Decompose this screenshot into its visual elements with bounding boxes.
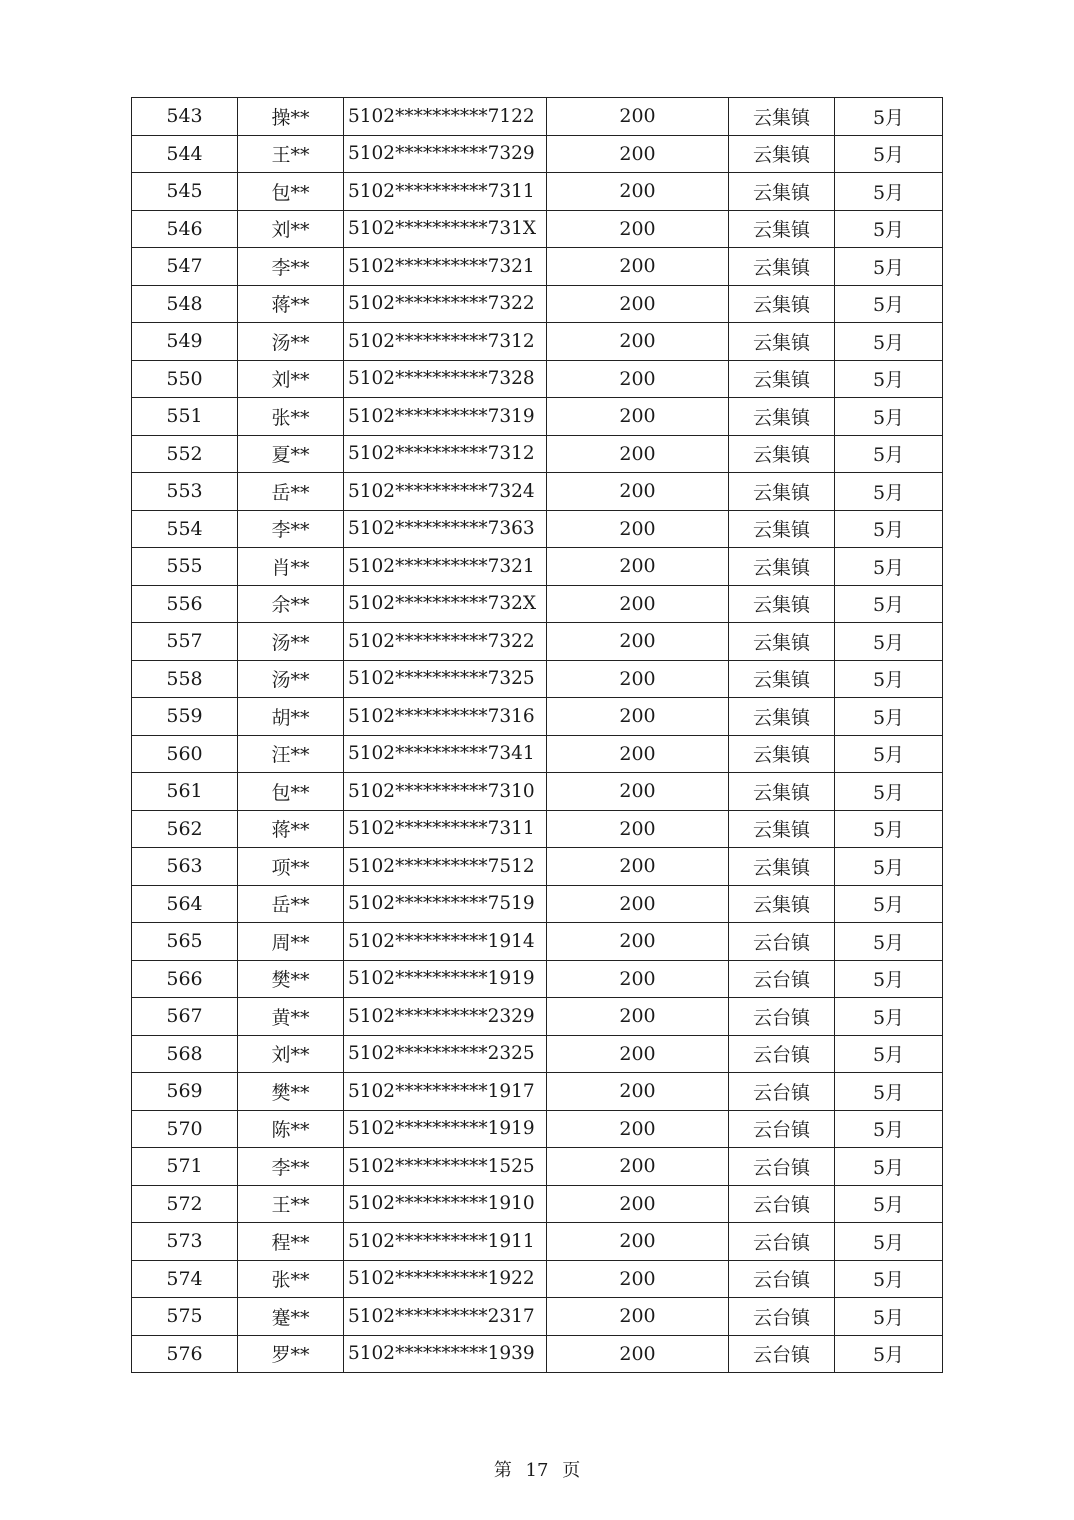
- name-cell: 汤**: [238, 660, 344, 698]
- table-row: [132, 660, 943, 698]
- month-cell: 5月: [835, 998, 943, 1036]
- row-number-cell: 547: [132, 248, 238, 286]
- id-number-cell: 5102**********7319: [344, 398, 547, 436]
- amount-cell: 200: [547, 135, 729, 173]
- table-row: [132, 510, 943, 548]
- name-cell: 胡**: [238, 698, 344, 736]
- month-cell: 5月: [835, 885, 943, 923]
- id-number-cell: 5102**********7324: [344, 473, 547, 511]
- town-cell: 云台镇: [729, 998, 835, 1036]
- town-cell: 云台镇: [729, 1223, 835, 1261]
- month-cell: 5月: [835, 1035, 943, 1073]
- town-cell: 云集镇: [729, 585, 835, 623]
- month-cell: 5月: [835, 660, 943, 698]
- month-cell: 5月: [835, 1185, 943, 1223]
- page-footer: [0, 1456, 1074, 1482]
- row-number-cell: 565: [132, 923, 238, 961]
- town-cell: 云台镇: [729, 1148, 835, 1186]
- name-cell: 蹇**: [238, 1298, 344, 1336]
- row-number-cell: 551: [132, 398, 238, 436]
- name-cell: 项**: [238, 848, 344, 886]
- id-number-cell: 5102**********2325: [344, 1035, 547, 1073]
- row-number-cell: 558: [132, 660, 238, 698]
- month-cell: 5月: [835, 735, 943, 773]
- amount-cell: 200: [547, 510, 729, 548]
- month-cell: 5月: [835, 510, 943, 548]
- month-cell: 5月: [835, 585, 943, 623]
- row-number-cell: 544: [132, 135, 238, 173]
- row-number-cell: 545: [132, 173, 238, 211]
- row-number-cell: 557: [132, 623, 238, 661]
- table-row: [132, 135, 943, 173]
- name-cell: 操**: [238, 98, 344, 136]
- month-cell: 5月: [835, 960, 943, 998]
- footer-prefix: 第: [493, 1460, 512, 1481]
- table-row: [132, 98, 943, 136]
- table-row: [132, 585, 943, 623]
- table-row: [132, 248, 943, 286]
- row-number-cell: 543: [132, 98, 238, 136]
- amount-cell: 200: [547, 98, 729, 136]
- name-cell: 包**: [238, 773, 344, 811]
- table-row: [132, 1110, 943, 1148]
- id-number-cell: 5102**********7328: [344, 360, 547, 398]
- page-number: 17: [525, 1460, 549, 1481]
- table-row: [132, 435, 943, 473]
- town-cell: 云集镇: [729, 885, 835, 923]
- row-number-cell: 569: [132, 1073, 238, 1111]
- row-number-cell: 548: [132, 285, 238, 323]
- name-cell: 王**: [238, 1185, 344, 1223]
- id-number-cell: 5102**********731X: [344, 210, 547, 248]
- amount-cell: 200: [547, 735, 729, 773]
- town-cell: 云集镇: [729, 473, 835, 511]
- name-cell: 汪**: [238, 735, 344, 773]
- table-row: [132, 773, 943, 811]
- name-cell: 包**: [238, 173, 344, 211]
- amount-cell: 200: [547, 473, 729, 511]
- roster-table-body: [132, 98, 943, 1373]
- row-number-cell: 549: [132, 323, 238, 361]
- amount-cell: 200: [547, 623, 729, 661]
- name-cell: 蒋**: [238, 810, 344, 848]
- table-row: [132, 1035, 943, 1073]
- amount-cell: 200: [547, 885, 729, 923]
- table-row: [132, 210, 943, 248]
- month-cell: 5月: [835, 1148, 943, 1186]
- town-cell: 云集镇: [729, 810, 835, 848]
- amount-cell: 200: [547, 1148, 729, 1186]
- row-number-cell: 552: [132, 435, 238, 473]
- id-number-cell: 5102**********1917: [344, 1073, 547, 1111]
- amount-cell: 200: [547, 360, 729, 398]
- town-cell: 云集镇: [729, 210, 835, 248]
- id-number-cell: 5102**********1919: [344, 960, 547, 998]
- row-number-cell: 564: [132, 885, 238, 923]
- amount-cell: 200: [547, 1110, 729, 1148]
- id-number-cell: 5102**********1939: [344, 1335, 547, 1373]
- month-cell: 5月: [835, 548, 943, 586]
- month-cell: 5月: [835, 1223, 943, 1261]
- name-cell: 张**: [238, 398, 344, 436]
- town-cell: 云台镇: [729, 1073, 835, 1111]
- id-number-cell: 5102**********7312: [344, 435, 547, 473]
- table-row: [132, 1148, 943, 1186]
- town-cell: 云台镇: [729, 1335, 835, 1373]
- amount-cell: 200: [547, 548, 729, 586]
- table-row: [132, 548, 943, 586]
- town-cell: 云集镇: [729, 698, 835, 736]
- table-row: [132, 923, 943, 961]
- id-number-cell: 5102**********7363: [344, 510, 547, 548]
- row-number-cell: 559: [132, 698, 238, 736]
- table-row: [132, 848, 943, 886]
- town-cell: 云台镇: [729, 1260, 835, 1298]
- table-row: [132, 623, 943, 661]
- row-number-cell: 563: [132, 848, 238, 886]
- row-number-cell: 560: [132, 735, 238, 773]
- amount-cell: 200: [547, 1223, 729, 1261]
- table-row: [132, 998, 943, 1036]
- id-number-cell: 5102**********7322: [344, 623, 547, 661]
- month-cell: 5月: [835, 360, 943, 398]
- amount-cell: 200: [547, 923, 729, 961]
- month-cell: 5月: [835, 285, 943, 323]
- table-row: [132, 323, 943, 361]
- table-row: [132, 1298, 943, 1336]
- town-cell: 云集镇: [729, 285, 835, 323]
- row-number-cell: 555: [132, 548, 238, 586]
- row-number-cell: 566: [132, 960, 238, 998]
- amount-cell: 200: [547, 998, 729, 1036]
- table-row: [132, 360, 943, 398]
- row-number-cell: 554: [132, 510, 238, 548]
- month-cell: 5月: [835, 773, 943, 811]
- table-row: [132, 735, 943, 773]
- row-number-cell: 553: [132, 473, 238, 511]
- month-cell: 5月: [835, 1335, 943, 1373]
- row-number-cell: 571: [132, 1148, 238, 1186]
- amount-cell: 200: [547, 173, 729, 211]
- amount-cell: 200: [547, 773, 729, 811]
- table-row: [132, 810, 943, 848]
- id-number-cell: 5102**********7341: [344, 735, 547, 773]
- town-cell: 云集镇: [729, 435, 835, 473]
- town-cell: 云集镇: [729, 623, 835, 661]
- name-cell: 樊**: [238, 1073, 344, 1111]
- amount-cell: 200: [547, 248, 729, 286]
- name-cell: 刘**: [238, 210, 344, 248]
- name-cell: 岳**: [238, 885, 344, 923]
- amount-cell: 200: [547, 960, 729, 998]
- month-cell: 5月: [835, 1260, 943, 1298]
- id-number-cell: 5102**********1911: [344, 1223, 547, 1261]
- row-number-cell: 556: [132, 585, 238, 623]
- amount-cell: 200: [547, 660, 729, 698]
- town-cell: 云集镇: [729, 548, 835, 586]
- table-row: [132, 698, 943, 736]
- amount-cell: 200: [547, 698, 729, 736]
- town-cell: 云集镇: [729, 848, 835, 886]
- name-cell: 黄**: [238, 998, 344, 1036]
- amount-cell: 200: [547, 1298, 729, 1336]
- table-row: [132, 1260, 943, 1298]
- table-row: [132, 398, 943, 436]
- row-number-cell: 568: [132, 1035, 238, 1073]
- table-row: [132, 1185, 943, 1223]
- name-cell: 余**: [238, 585, 344, 623]
- id-number-cell: 5102**********2329: [344, 998, 547, 1036]
- amount-cell: 200: [547, 585, 729, 623]
- name-cell: 程**: [238, 1223, 344, 1261]
- town-cell: 云集镇: [729, 360, 835, 398]
- row-number-cell: 561: [132, 773, 238, 811]
- table-row: [132, 1223, 943, 1261]
- month-cell: 5月: [835, 810, 943, 848]
- month-cell: 5月: [835, 135, 943, 173]
- amount-cell: 200: [547, 1335, 729, 1373]
- month-cell: 5月: [835, 323, 943, 361]
- row-number-cell: 575: [132, 1298, 238, 1336]
- table-row: [132, 285, 943, 323]
- name-cell: 汤**: [238, 323, 344, 361]
- town-cell: 云台镇: [729, 1185, 835, 1223]
- month-cell: 5月: [835, 1073, 943, 1111]
- id-number-cell: 5102**********7311: [344, 810, 547, 848]
- table-row: [132, 885, 943, 923]
- table-row: [132, 1335, 943, 1373]
- id-number-cell: 5102**********7329: [344, 135, 547, 173]
- id-number-cell: 5102**********732X: [344, 585, 547, 623]
- month-cell: 5月: [835, 848, 943, 886]
- name-cell: 王**: [238, 135, 344, 173]
- id-number-cell: 5102**********1922: [344, 1260, 547, 1298]
- name-cell: 李**: [238, 248, 344, 286]
- id-number-cell: 5102**********7512: [344, 848, 547, 886]
- id-number-cell: 5102**********7310: [344, 773, 547, 811]
- town-cell: 云台镇: [729, 923, 835, 961]
- table-row: [132, 473, 943, 511]
- id-number-cell: 5102**********1910: [344, 1185, 547, 1223]
- amount-cell: 200: [547, 210, 729, 248]
- id-number-cell: 5102**********7311: [344, 173, 547, 211]
- id-number-cell: 5102**********1525: [344, 1148, 547, 1186]
- row-number-cell: 570: [132, 1110, 238, 1148]
- table-row: [132, 1073, 943, 1111]
- row-number-cell: 546: [132, 210, 238, 248]
- id-number-cell: 5102**********7312: [344, 323, 547, 361]
- town-cell: 云台镇: [729, 1298, 835, 1336]
- town-cell: 云集镇: [729, 135, 835, 173]
- town-cell: 云集镇: [729, 398, 835, 436]
- month-cell: 5月: [835, 623, 943, 661]
- town-cell: 云集镇: [729, 773, 835, 811]
- id-number-cell: 5102**********7122: [344, 98, 547, 136]
- roster-table: [131, 97, 943, 1373]
- name-cell: 肖**: [238, 548, 344, 586]
- month-cell: 5月: [835, 1298, 943, 1336]
- amount-cell: 200: [547, 1185, 729, 1223]
- name-cell: 罗**: [238, 1335, 344, 1373]
- month-cell: 5月: [835, 1110, 943, 1148]
- amount-cell: 200: [547, 1035, 729, 1073]
- row-number-cell: 550: [132, 360, 238, 398]
- name-cell: 刘**: [238, 360, 344, 398]
- town-cell: 云集镇: [729, 98, 835, 136]
- month-cell: 5月: [835, 398, 943, 436]
- month-cell: 5月: [835, 210, 943, 248]
- name-cell: 樊**: [238, 960, 344, 998]
- id-number-cell: 5102**********1914: [344, 923, 547, 961]
- name-cell: 李**: [238, 1148, 344, 1186]
- town-cell: 云集镇: [729, 248, 835, 286]
- name-cell: 李**: [238, 510, 344, 548]
- amount-cell: 200: [547, 435, 729, 473]
- town-cell: 云集镇: [729, 323, 835, 361]
- amount-cell: 200: [547, 285, 729, 323]
- row-number-cell: 576: [132, 1335, 238, 1373]
- row-number-cell: 572: [132, 1185, 238, 1223]
- town-cell: 云台镇: [729, 1035, 835, 1073]
- row-number-cell: 573: [132, 1223, 238, 1261]
- id-number-cell: 5102**********7325: [344, 660, 547, 698]
- id-number-cell: 5102**********7322: [344, 285, 547, 323]
- month-cell: 5月: [835, 173, 943, 211]
- row-number-cell: 562: [132, 810, 238, 848]
- name-cell: 蒋**: [238, 285, 344, 323]
- table-row: [132, 960, 943, 998]
- town-cell: 云台镇: [729, 1110, 835, 1148]
- amount-cell: 200: [547, 323, 729, 361]
- id-number-cell: 5102**********1919: [344, 1110, 547, 1148]
- footer-suffix: 页: [562, 1460, 581, 1481]
- town-cell: 云集镇: [729, 510, 835, 548]
- month-cell: 5月: [835, 698, 943, 736]
- amount-cell: 200: [547, 848, 729, 886]
- name-cell: 周**: [238, 923, 344, 961]
- name-cell: 张**: [238, 1260, 344, 1298]
- id-number-cell: 5102**********7321: [344, 248, 547, 286]
- name-cell: 刘**: [238, 1035, 344, 1073]
- town-cell: 云台镇: [729, 960, 835, 998]
- id-number-cell: 5102**********7321: [344, 548, 547, 586]
- month-cell: 5月: [835, 435, 943, 473]
- amount-cell: 200: [547, 1260, 729, 1298]
- month-cell: 5月: [835, 923, 943, 961]
- table-row: [132, 173, 943, 211]
- id-number-cell: 5102**********2317: [344, 1298, 547, 1336]
- month-cell: 5月: [835, 473, 943, 511]
- amount-cell: 200: [547, 398, 729, 436]
- town-cell: 云集镇: [729, 173, 835, 211]
- name-cell: 夏**: [238, 435, 344, 473]
- id-number-cell: 5102**********7519: [344, 885, 547, 923]
- row-number-cell: 574: [132, 1260, 238, 1298]
- town-cell: 云集镇: [729, 660, 835, 698]
- town-cell: 云集镇: [729, 735, 835, 773]
- amount-cell: 200: [547, 810, 729, 848]
- name-cell: 岳**: [238, 473, 344, 511]
- row-number-cell: 567: [132, 998, 238, 1036]
- id-number-cell: 5102**********7316: [344, 698, 547, 736]
- amount-cell: 200: [547, 1073, 729, 1111]
- month-cell: 5月: [835, 248, 943, 286]
- name-cell: 陈**: [238, 1110, 344, 1148]
- name-cell: 汤**: [238, 623, 344, 661]
- month-cell: 5月: [835, 98, 943, 136]
